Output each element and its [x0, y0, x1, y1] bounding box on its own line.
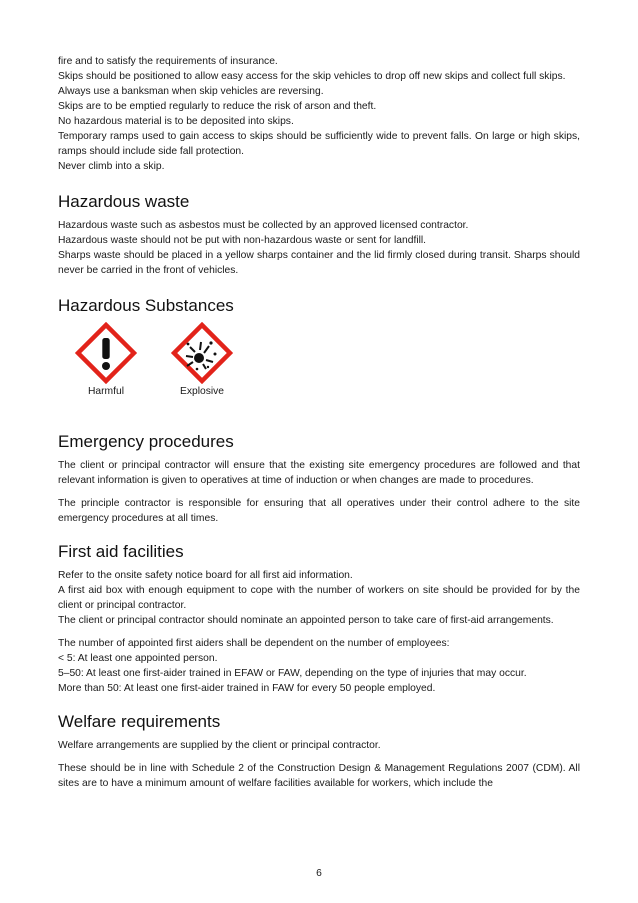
- emergency-paragraph: The principle contractor is responsible for ensuring that all operatives under their control adhere to the site emergency procedures at all times.: [58, 498, 580, 524]
- heading-hazardous-substances: Hazardous Substances: [58, 296, 234, 315]
- intro-line: fire and to satisfy the requirements of insurance.: [58, 56, 278, 67]
- welfare-paragraph: These should be in line with Schedule 2 of the Construction Design & Management Regulations 2007 (CDM). All sites are to have a minimum amount of welfare facilities available for workers, which include the: [58, 763, 580, 789]
- intro-line: Temporary ramps used to gain access to skips should be sufficiently wide to prevent falls. On large or high skips, ramps should include side fall protection.: [58, 131, 580, 157]
- intro-line: Always use a banksman when skip vehicles are reversing.: [58, 86, 324, 97]
- intro-section: [58, 54, 580, 174]
- intro-line: Skips should be positioned to allow easy access for the skip vehicles to drop off new skips and collect full skips.: [58, 71, 566, 82]
- harmful-symbol: [66, 322, 146, 397]
- page-body: [58, 54, 580, 791]
- first-aid-line: A first aid box with enough equipment to cope with the number of workers on site should be provided for by the client or principal contractor.: [58, 585, 580, 611]
- emergency-paragraph: The client or principal contractor will ensure that the existing site emergency procedures are followed and that relevant information is given to operatives at time of induction or when changes are made to procedures.: [58, 460, 580, 486]
- heading-hazardous-waste: Hazardous waste: [58, 192, 190, 211]
- welfare-paragraph: Welfare arrangements are supplied by the client or principal contractor.: [58, 740, 381, 751]
- first-aid-line: The client or principal contractor should nominate an appointed person to take care of first-aid arrangements.: [58, 615, 554, 626]
- hazardous-waste-line: Sharps waste should be placed in a yellow sharps container and the lid firmly closed during transit. Sharps should never be carried in the front of vehicles.: [58, 250, 580, 276]
- hazardous-waste-section: [58, 218, 580, 278]
- explosive-label: Explosive: [179, 386, 225, 397]
- first-aid-line: The number of appointed first aiders shall be dependent on the number of employees:: [58, 638, 450, 649]
- first-aid-line: < 5: At least one appointed person.: [58, 653, 218, 664]
- hazardous-waste-line: Hazardous waste such as asbestos must be collected by an approved licensed contractor.: [58, 220, 469, 231]
- first-aid-section: [58, 568, 580, 696]
- page-number: 6: [316, 868, 322, 879]
- intro-line: Never climb into a skip.: [58, 161, 165, 172]
- intro-line: No hazardous material is to be deposited into skips.: [58, 116, 294, 127]
- harmful-label: Harmful: [87, 386, 125, 397]
- heading-emergency-procedures: Emergency procedures: [58, 432, 234, 451]
- heading-first-aid: First aid facilities: [58, 542, 184, 561]
- exclamation-hazard-icon: [75, 322, 137, 384]
- explosive-hazard-icon: [171, 322, 233, 384]
- first-aid-line: Refer to the onsite safety notice board for all first aid information.: [58, 570, 353, 581]
- intro-line: Skips are to be emptied regularly to reduce the risk of arson and theft.: [58, 101, 377, 112]
- hazardous-waste-line: Hazardous waste should not be put with non-hazardous waste or sent for landfill.: [58, 235, 427, 246]
- hazard-symbols: [58, 322, 580, 412]
- heading-welfare: Welfare requirements: [58, 712, 221, 731]
- explosive-symbol: [162, 322, 242, 397]
- first-aid-line: 5–50: At least one first-aider trained in EFAW or FAW, depending on the type of injuries that may occur.: [58, 668, 527, 679]
- first-aid-line: More than 50: At least one first-aider trained in FAW for every 50 people employed.: [58, 683, 436, 694]
